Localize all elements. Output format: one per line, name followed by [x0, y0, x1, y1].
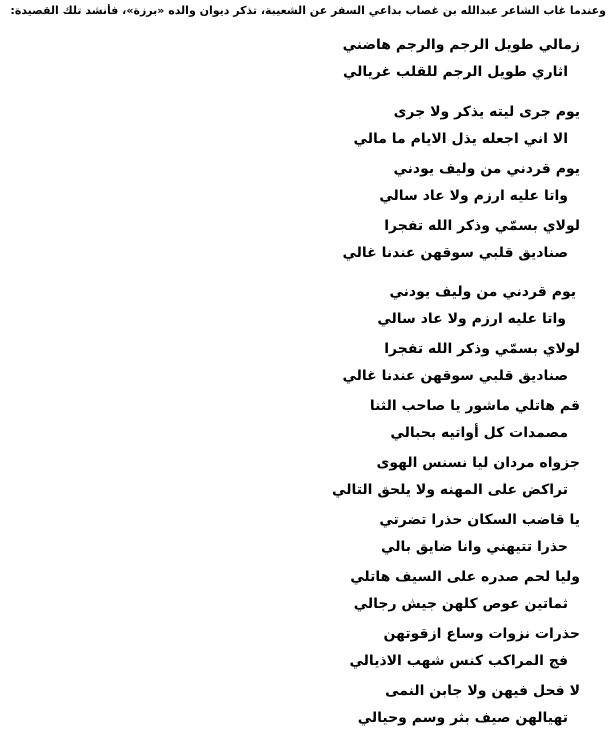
verse-line: الا اني اجعله يذل الايام ما مالي — [353, 131, 568, 147]
verse-line: يا قاضب السكان حذرا تضرتي — [379, 512, 580, 528]
verse-line: واتا عليه ارزم ولا عاد سالي — [379, 188, 568, 204]
verse-line: صناديق قلبي سوقهن عندنا غالي — [342, 368, 568, 384]
intro-text: وعندما غاب الشاعر عبدالله بن غصاب بداعي السفر عن الشعيبة، تذكر ديوان والده «برزة»، فأنشد تلك القصيدة: — [10, 4, 606, 17]
verse-line: اثاري طويل الرجم للقلب غريالي — [342, 64, 568, 80]
verse-line: حذرا تتيهني وانا ضايق بالي — [381, 539, 568, 555]
verse-line: واتا عليه ارزم ولا عاد سالي — [377, 311, 566, 327]
verse-line: حذرات نزوات وساع ازقوتهن — [383, 626, 580, 642]
verse-line: ثماتين عوص كلهن جيش رجالي — [353, 596, 568, 612]
verse-line: يوم جرى ليته يذكر ولا جرى — [393, 104, 580, 120]
verse-line: يوم قردني من وليف يودني — [393, 161, 580, 177]
verse-line: لولاي بسمّي وذكر الله تفجرا — [384, 341, 580, 357]
verse-line: وليا لحم صدره على السيف هاتلي — [350, 569, 580, 585]
verse-line: مصمدات كل أواتيه بحبالي — [390, 425, 568, 441]
verse-line: زمالي طويل الرجم والرجم هاضني — [342, 37, 580, 53]
verse-line: صناديق قلبي سوقهن عندنا غالي — [342, 245, 568, 261]
verse-line: فج المراكب كنس شهب الاذيالي — [349, 653, 568, 669]
verse-line: تراكض على المهنه ولا يلحق التالي — [332, 482, 568, 498]
verse-line: لولاي بسمّي وذكر الله تفجرا — [384, 218, 580, 234]
verse-line: يوم قردني من وليف يودني — [389, 284, 576, 300]
verse-line: تهيالهن صيف بثر وسم وحيالي — [357, 710, 568, 726]
verse-line: لا فحل فيهن ولا جابن النمى — [385, 683, 580, 699]
verse-line: قم هاتلي ماشور يا صاحب الثنا — [369, 398, 580, 414]
verse-line: جزواه مردان ليا نسنس الهوى — [376, 455, 580, 471]
